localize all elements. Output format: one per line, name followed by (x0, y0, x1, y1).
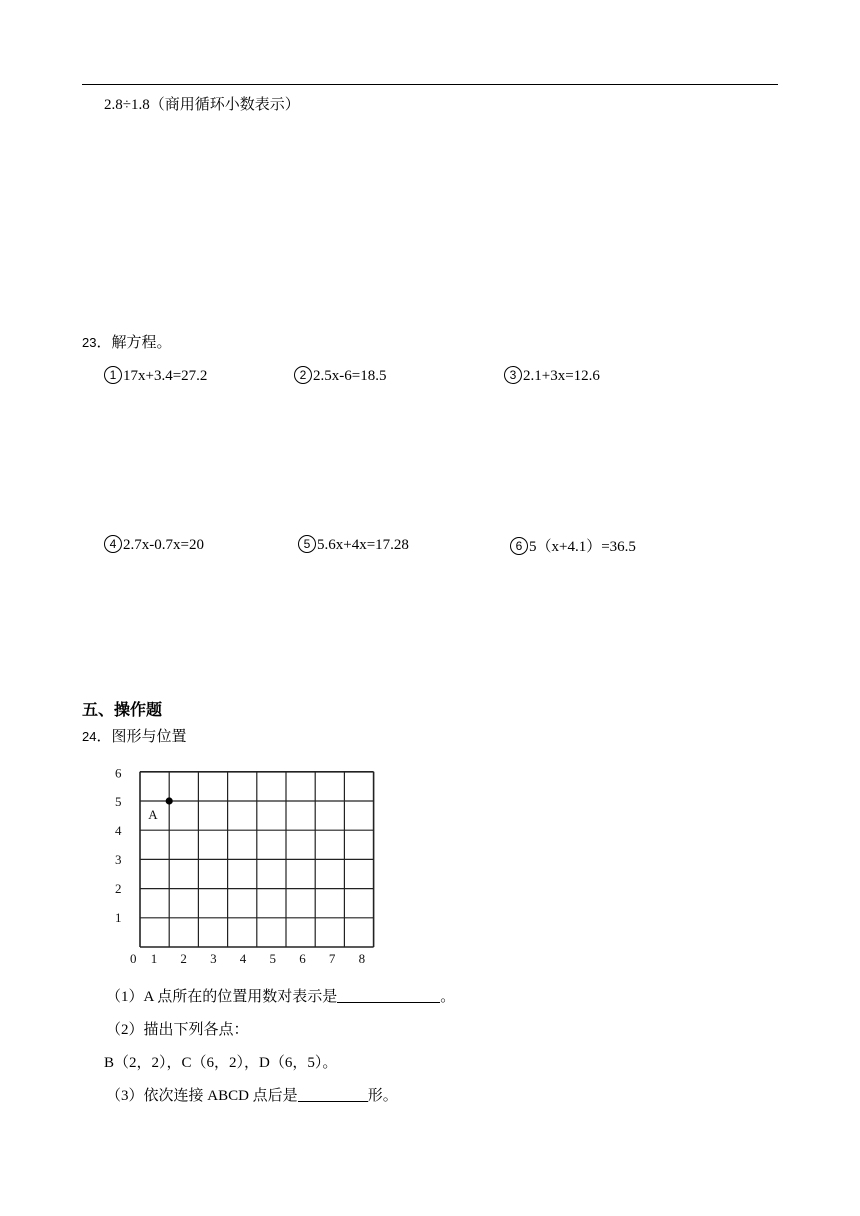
circled-number: 1 (104, 366, 122, 384)
y-tick-label: 4 (115, 823, 122, 839)
q24-part-3: （3）依次连接 ABCD 点后是 形。 (106, 1088, 398, 1104)
q22-division-item: 2.8÷1.8（商用循环小数表示） (104, 97, 300, 113)
equation-6 (510, 535, 636, 556)
circled-number: 3 (504, 366, 522, 384)
grid-lines (140, 772, 374, 947)
circled-number: 6 (510, 537, 528, 555)
x-tick-label: 5 (269, 951, 276, 966)
x-tick-label: 3 (210, 951, 217, 966)
q24-title: 图形与位置 (111, 729, 187, 745)
y-tick-label: 1 (115, 909, 122, 925)
q23-title: 解方程。 (111, 335, 172, 351)
q24-part-1: （1）A 点所在的位置用数对表示是 。 (106, 989, 456, 1005)
coordinate-grid (100, 752, 390, 972)
q23-heading: 23．解方程。 (82, 335, 172, 351)
point-a-label: A (148, 807, 158, 822)
x-axis-labels (130, 951, 365, 966)
equation-2 (294, 366, 386, 385)
equation-5 (298, 535, 409, 554)
x-tick-label: 6 (299, 951, 306, 966)
answer-blank-shape[interactable] (298, 1087, 368, 1102)
x-tick-label: 1 (150, 951, 158, 966)
answer-blank-ordered-pair[interactable] (337, 988, 440, 1003)
equation-text: 5（x+4.1）=36.5 (529, 539, 636, 555)
y-tick-label: 2 (115, 880, 122, 896)
equation-text: 2.1+3x=12.6 (523, 368, 600, 384)
equation-text: 2.7x-0.7x=20 (123, 537, 204, 553)
x-tick-label: 8 (358, 951, 366, 966)
y-axis-labels (115, 765, 122, 925)
x-tick-label: 7 (328, 951, 336, 966)
q24-points-list: B（2，2），C（6，2），D（6，5）。 (104, 1055, 338, 1071)
y-tick-label: 6 (115, 765, 122, 781)
equation-3 (504, 366, 600, 385)
circled-number: 2 (294, 366, 312, 384)
equation-1 (104, 366, 207, 385)
x-tick-label: 0 (130, 951, 137, 966)
section-5-title: 五、操作题 (82, 700, 163, 719)
equation-text: 17x+3.4=27.2 (123, 368, 208, 384)
x-tick-label: 2 (180, 951, 187, 966)
point-a-dot (166, 797, 173, 804)
y-tick-label: 5 (115, 794, 122, 810)
q23-number: 23 (82, 335, 97, 350)
x-tick-label: 4 (239, 951, 247, 966)
circled-number: 4 (104, 535, 122, 553)
y-tick-label: 3 (115, 852, 122, 867)
equation-4 (104, 535, 204, 554)
header-rule (82, 84, 778, 85)
q24-number: 24 (82, 729, 97, 744)
q24-part-2: （2）描出下列各点： (106, 1022, 249, 1038)
equation-text: 5.6x+4x=17.28 (317, 537, 409, 553)
q24-heading: 24．图形与位置 (82, 729, 187, 745)
equation-text: 2.5x-6=18.5 (313, 368, 387, 384)
circled-number: 5 (298, 535, 316, 553)
